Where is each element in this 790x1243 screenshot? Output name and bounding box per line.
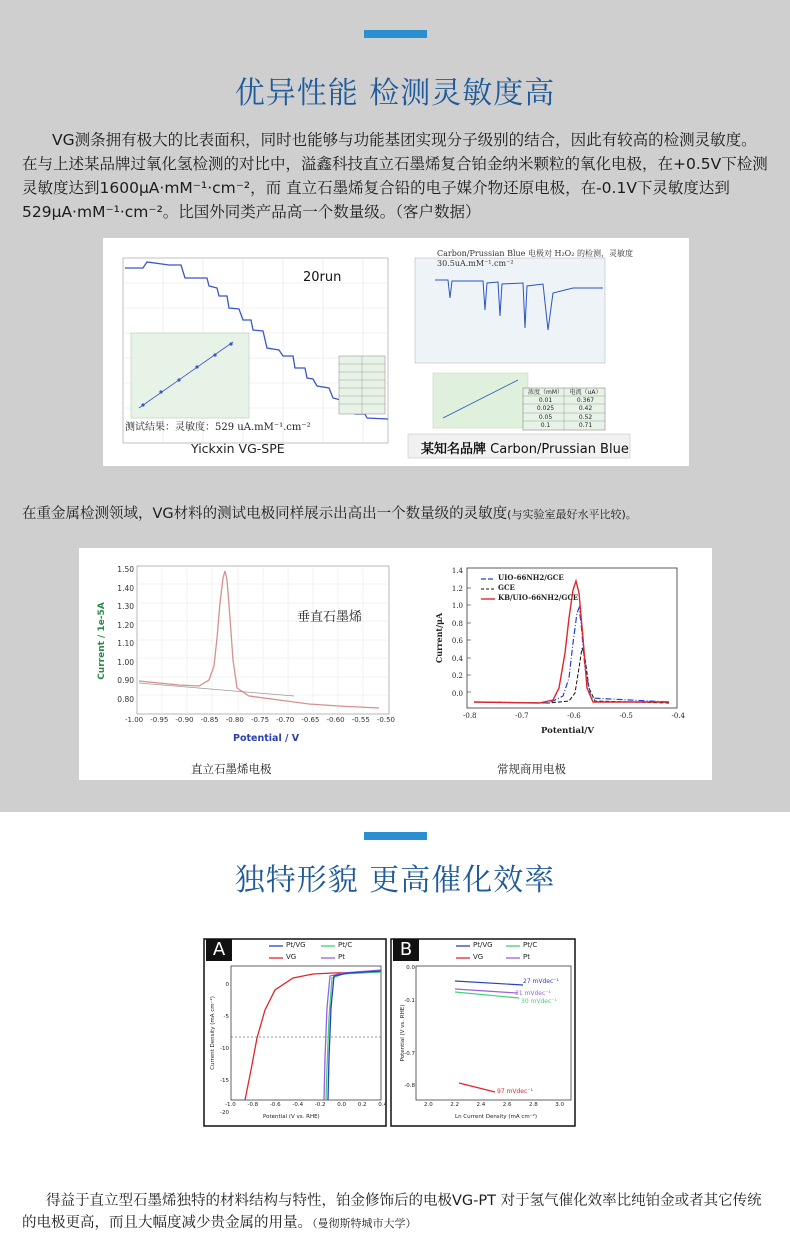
run-count-label: 20run (303, 270, 342, 285)
xtick: 2.8 (529, 1102, 538, 1108)
xtick: -0.55 (351, 716, 370, 724)
ytick: 0.0 (406, 965, 415, 971)
table-header-current: 电流（uA） (569, 389, 602, 396)
prussian-blue-title: Carbon/Prussian Blue 电极对 H₂O₂ 的检测，灵敏度 30.5uA.mM⁻¹.cm⁻² (437, 249, 633, 268)
tafel-vg-label: 97 mVdec⁻¹ (497, 1088, 533, 1095)
heavy-metal-note: (与实验室最好水平比较)。 (507, 508, 637, 521)
legend-ptc: Pt/C (523, 941, 538, 949)
b-xticks (424, 1102, 564, 1108)
b-ylabel: Potential (V vs. RHE) (400, 1004, 406, 1062)
xtick: -0.60 (326, 716, 345, 724)
heavy-metal-text: 在重金属检测领域，VG材料的测试电极同样展示出高出一个数量级的灵敏度 (22, 506, 508, 522)
legend-vg: VG (473, 953, 484, 961)
ytick: 1.2 (451, 584, 463, 593)
legend-vg: VG (286, 953, 297, 961)
vg-spe-amperometric-plot (123, 258, 388, 443)
ytick: -5 (223, 1014, 229, 1020)
ytick: 1.40 (117, 583, 134, 593)
ytick: -10 (220, 1046, 229, 1052)
table-cell: 0.025 (536, 405, 555, 413)
ytick: -20 (220, 1110, 229, 1116)
xtick: 2.0 (424, 1102, 433, 1108)
catalysis-text: 得益于直立型石墨烯独特的材料结构与特性，铂金修饰后的电极VG-PT 对于氢气催化效率比纯铂金或者其它传统的电极更高，而且大幅度减少贵金属的用量。 (22, 1193, 762, 1231)
h2o2-comparison-figure (103, 238, 689, 466)
vg-sensitivity-result: 测试结果：灵敏度：529 uA.mM⁻¹.cm⁻² (125, 422, 311, 433)
table-cell: 0.52 (578, 413, 593, 421)
ytick: -0.7 (404, 1051, 415, 1057)
legend-ptvg: Pt/VG (473, 941, 493, 949)
ytick: 1.30 (117, 602, 134, 611)
ytick: 0.2 (451, 672, 463, 680)
legend-gce: GCE (498, 583, 515, 592)
legend-pt: Pt (523, 953, 530, 961)
right-ylabel: Current/μA (434, 612, 444, 664)
xtick: -0.70 (276, 716, 295, 724)
sensitivity-paragraph: VG测条拥有极大的比表面积，同时也能够与功能基团实现分子级别的结合，因此有较高的检测灵敏度。在与上述某品牌过氧化氢检测的对比中，溢鑫科技直立石墨烯复合铂金纳米颗粒的氧化电极，在+0.5V下检测灵敏度达到1600μA·mM⁻¹·cm⁻²，而 直立石墨烯复合铅的电子媒介物还原电极，在-0.1V下灵敏度达到529μA·mM⁻¹·cm⁻²。比国外同类产品高一个数量级。（客户数据） (22, 131, 768, 221)
tafel-ptvg-label: 27 mVdec⁻¹ (523, 978, 559, 985)
ytick: 1.20 (117, 620, 134, 630)
catalysis-source-note: （曼彻斯特城市大学） (312, 1217, 417, 1230)
right-yticks (443, 563, 463, 703)
ytick: 0.0 (451, 689, 463, 698)
ytick: 0.6 (451, 637, 463, 645)
xtick: 0.4 (378, 1102, 387, 1108)
b-xlabel: Ln Current Density (mA cm⁻²) (455, 1114, 538, 1120)
xtick: 3.0 (555, 1102, 564, 1108)
her-comparison-figure (203, 938, 576, 1128)
right-xticks (463, 712, 685, 720)
ytick: 0.8 (451, 619, 463, 628)
xtick: -0.95 (150, 716, 169, 724)
legend-ptvg: Pt/VG (286, 941, 306, 949)
xtick: -0.50 (376, 716, 395, 724)
table-cell: 0.42 (578, 405, 593, 413)
ytick: 1.4 (451, 567, 463, 575)
ytick: 1.00 (117, 657, 134, 667)
heading-accent-bar (364, 30, 427, 38)
heavy-metal-paragraph (22, 502, 782, 527)
tafel-pt-label: 31 mVdec⁻¹ (515, 990, 551, 997)
section-heading-sensitivity: 优异性能 检测灵敏度高 (234, 76, 556, 111)
xtick: -0.80 (225, 716, 244, 724)
commercial-electrode-caption: 常规商用电极 (497, 762, 566, 776)
left-ylabel: Current / 1e-5A (97, 602, 107, 680)
xtick: -0.8 (247, 1102, 259, 1108)
ytick: -0.1 (404, 998, 415, 1004)
ytick: 0.4 (451, 654, 463, 663)
vg-stripping-plot (137, 566, 389, 714)
her-svg (203, 938, 576, 1128)
vg-electrode-caption: 直立石墨烯电极 (191, 762, 272, 776)
ytick: 0.90 (117, 676, 134, 685)
ytick: 1.50 (117, 565, 134, 574)
ytick: -15 (220, 1078, 229, 1084)
xtick: -1.00 (125, 716, 144, 724)
xtick: -1.0 (225, 1102, 236, 1108)
xtick: -0.6 (269, 1102, 281, 1108)
ytick: 0 (225, 982, 229, 988)
table-cell: 0.1 (540, 421, 551, 429)
competitor-brand: 某知名品牌 (421, 442, 487, 457)
tafel-ptc-label: 30 mVdec⁻¹ (521, 998, 557, 1005)
table-cell: 0.05 (538, 413, 553, 421)
a-xlabel: Potential (V vs. RHE) (263, 1114, 320, 1120)
xtick: 2.4 (476, 1102, 486, 1108)
xtick: -0.7 (515, 712, 529, 720)
legend-pt: Pt (338, 953, 345, 961)
heavy-metal-comparison-figure (79, 548, 712, 780)
legend-ptc: Pt/C (338, 941, 353, 949)
xtick: -0.8 (463, 712, 477, 720)
competitor-caption (421, 438, 629, 457)
xtick: -0.75 (250, 716, 270, 724)
a-ylabel: Current Density (mA cm⁻²) (210, 996, 216, 1070)
xtick: -0.5 (619, 712, 633, 720)
panel-b-label: B (393, 939, 419, 961)
section-heading-catalysis: 独特形貌 更高催化效率 (234, 863, 556, 898)
table-cell: 0.71 (578, 421, 593, 429)
panel-a-label: A (206, 939, 232, 961)
left-xlabel: Potential / V (233, 733, 300, 744)
ytick: 1.0 (451, 602, 463, 610)
table-cell: 0.367 (576, 397, 595, 405)
ytick: 0.80 (117, 694, 134, 704)
table-cell: 0.01 (538, 397, 553, 405)
catalysis-paragraph (22, 1190, 772, 1235)
xtick: 2.6 (502, 1102, 512, 1108)
xtick: -0.6 (567, 712, 581, 720)
legend-kb-uio66: KB/UIO-66NH2/GCE (498, 593, 579, 602)
xtick: -0.65 (301, 716, 320, 724)
concentration-table-text (525, 389, 605, 430)
right-xlabel: Potential/V (541, 726, 594, 736)
calibration-inset (131, 333, 249, 418)
heavy-metal-svg (79, 548, 712, 780)
vg-annotation: 垂直石墨烯 (297, 610, 363, 625)
xtick: 0.0 (337, 1102, 347, 1108)
xtick: -0.4 (292, 1102, 304, 1108)
xtick: 2.2 (450, 1102, 459, 1108)
xtick: -0.4 (671, 712, 685, 720)
vg-spe-caption: Yickxin VG-SPE (191, 441, 285, 456)
left-yticks (114, 561, 134, 709)
a-xticks (225, 1102, 387, 1108)
competitor-product: Carbon/Prussian Blue (490, 442, 629, 457)
ytick: 1.10 (117, 639, 134, 648)
ytick: -0.8 (404, 1083, 415, 1089)
table-header-conc: 浓度（mM） (527, 389, 564, 396)
xtick: -0.90 (175, 716, 194, 724)
heading-accent-bar (364, 832, 427, 840)
right-legend (498, 573, 578, 603)
xtick: 0.2 (357, 1102, 367, 1108)
xtick: -0.2 (314, 1102, 326, 1108)
legend-uio66: UIO-66NH2/GCE (498, 573, 564, 582)
left-xticks (125, 716, 395, 724)
xtick: -0.85 (200, 716, 219, 724)
